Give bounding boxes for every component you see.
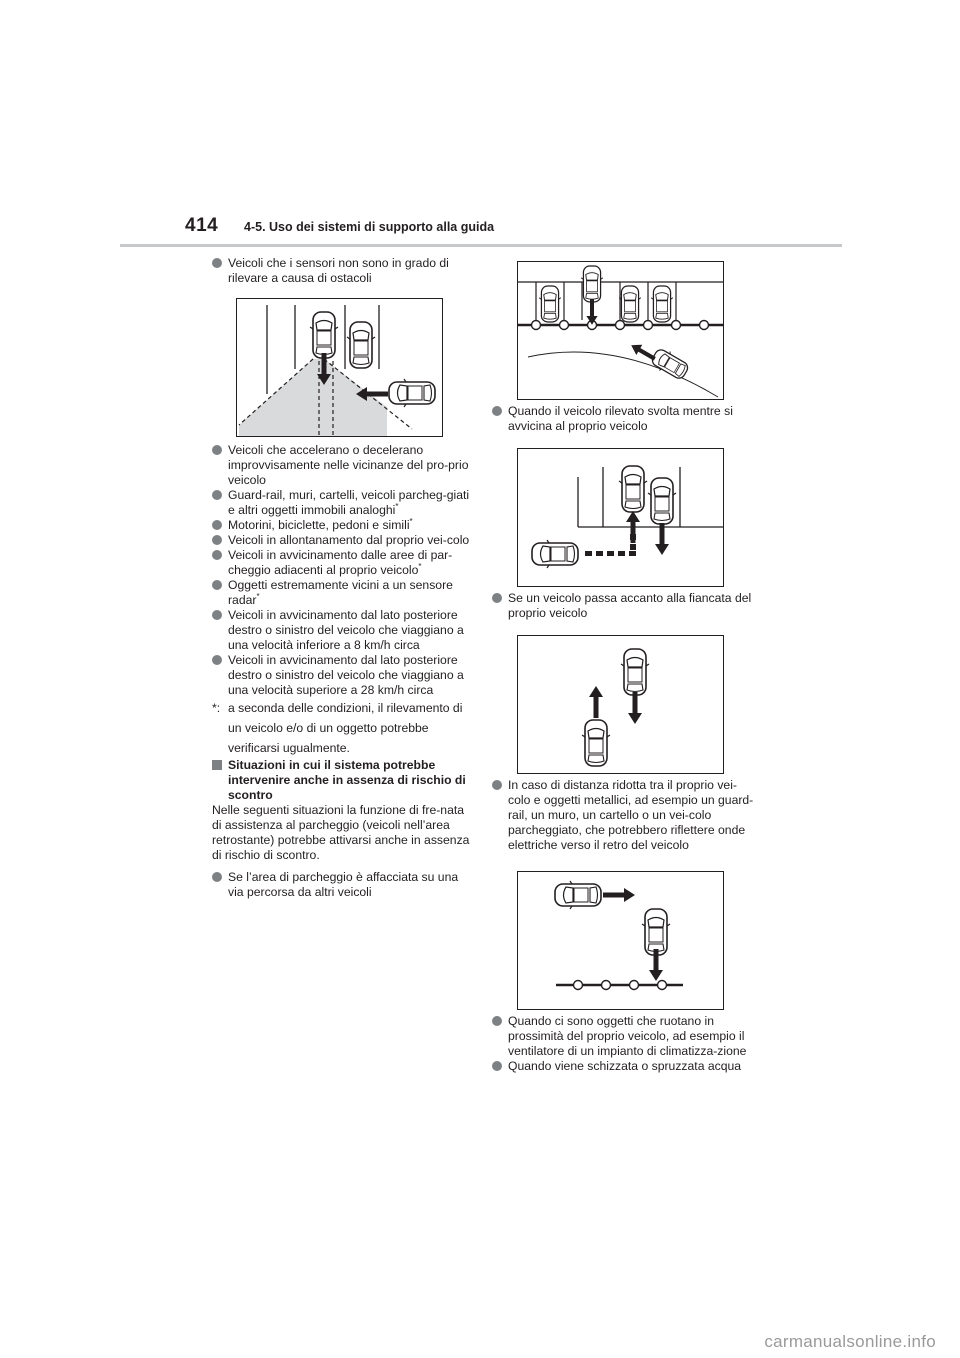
list-item: Veicoli in avvicinamento dal lato posteriore destro o sinistro del veicolo che viaggiano a una velocità superiore a 28 km/h circa — [212, 653, 474, 698]
bullet-icon — [212, 580, 222, 590]
bullet-icon — [492, 1061, 502, 1071]
bullet-icon — [212, 520, 222, 530]
list-item: Quando il veicolo rilevato svolta mentre si avvicina al proprio veicolo — [492, 404, 754, 434]
bullet-icon — [212, 655, 222, 665]
paragraph: Nelle seguenti situazioni la funzione di fre-nata di assistenza al parcheggio (veicoli nell’area retrostante) potrebbe attivarsi anche in assenza di rischio di scontro. — [212, 803, 470, 862]
bullet-icon — [212, 535, 222, 545]
bullet-icon — [492, 1016, 502, 1026]
left-list — [212, 443, 474, 900]
figure-sensors-obstacles — [236, 298, 443, 437]
list-item: Se l’area di parcheggio è affacciata su una via percorsa da altri veicoli — [212, 870, 474, 900]
list-item: Veicoli in avvicinamento dal lato posteriore destro o sinistro del veicolo che viaggiano a una velocità inferiore a 8 km/h circa — [212, 608, 474, 653]
footnote: *: a seconda delle condizioni, il rilevamento di un veicolo e/o di un oggetto potrebbe verificarsi ugualmente. — [212, 701, 463, 755]
header-rule — [120, 244, 842, 247]
bullet-icon — [212, 872, 222, 882]
list-item: In caso di distanza ridotta tra il proprio vei-colo e oggetti metallici, ad esempio un guard-rail, un muro, un cartello o un vei-colo parcheggiato, che potrebbero riflettere onde elettriche verso il retro del veicolo — [492, 778, 754, 853]
list-item: Veicoli in avvicinamento dalle aree di par-cheggio adiacenti al proprio veicolo* — [212, 548, 474, 578]
list-item: Oggetti estremamente vicini a un sensore radar* — [212, 578, 474, 608]
list-item: Quando ci sono oggetti che ruotano in prossimità del proprio veicolo, ad esempio il ventilatore di un impianto di climatizza-zione — [492, 1014, 754, 1059]
section-title: 4-5. Uso dei sistemi di supporto alla guida — [244, 220, 495, 234]
bullet-icon — [212, 550, 222, 560]
bullet-icon — [212, 490, 222, 500]
figure-metal-objects — [517, 871, 724, 1010]
caption-1 — [492, 404, 754, 434]
caption-2 — [492, 591, 754, 621]
caption-3 — [492, 778, 754, 853]
list-item: Veicoli in allontanamento dal proprio vei-colo — [212, 533, 474, 548]
bullet-icon — [492, 780, 502, 790]
list-item: Se un veicolo passa accanto alla fiancata del proprio veicolo — [492, 591, 754, 621]
bullet-icon — [492, 593, 502, 603]
list-item: Quando viene schizzata o spruzzata acqua — [492, 1059, 754, 1074]
subheading: Situazioni in cui il sistema potrebbe intervenire anche in assenza di rischio di scontro — [212, 758, 474, 803]
bullet-icon — [492, 406, 502, 416]
bullet-icon — [212, 258, 222, 268]
page-number: 414 — [185, 215, 219, 236]
watermark: carmanualsonline.info — [764, 1332, 936, 1351]
list-item: Veicoli che accelerano o decelerano improvvisamente nelle vicinanze del pro-prio veicolo — [212, 443, 474, 488]
bullet-icon — [212, 445, 222, 455]
list-item: Guard-rail, muri, cartelli, veicoli parcheg-giati e altri oggetti immobili analoghi* — [212, 488, 474, 518]
list-item: Motorini, biciclette, pedoni e simili* — [212, 518, 474, 533]
list-item: Veicoli che i sensori non sono in grado di rilevare a causa di ostacoli — [212, 256, 474, 286]
right-list-end — [492, 1014, 754, 1074]
left-column — [212, 256, 474, 286]
figure-parking-street — [517, 261, 724, 400]
square-bullet-icon — [212, 760, 222, 770]
figure-vehicle-turning — [517, 448, 724, 587]
figure-vehicle-passing — [517, 635, 724, 774]
bullet-icon — [212, 610, 222, 620]
